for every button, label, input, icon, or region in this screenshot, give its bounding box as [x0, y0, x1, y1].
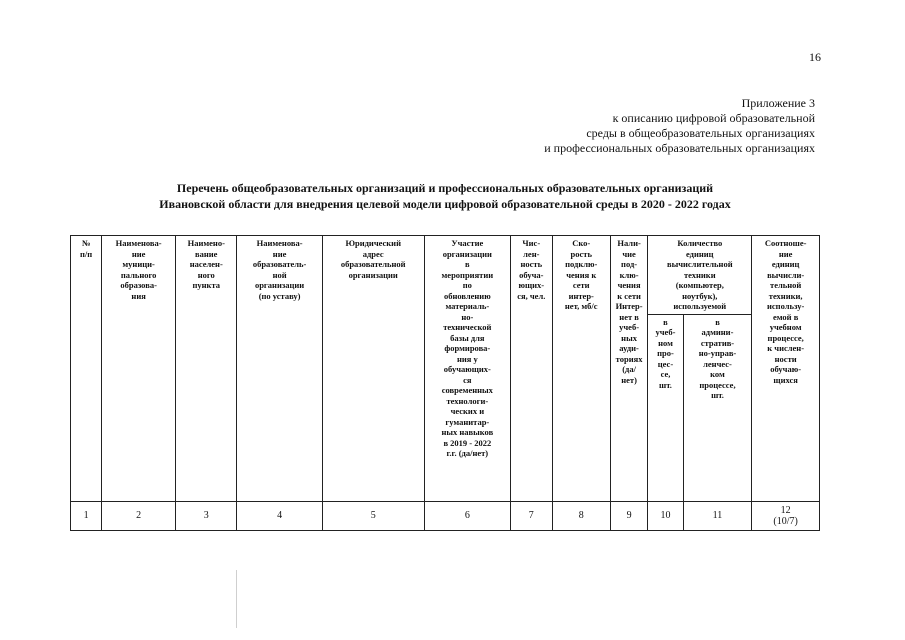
- appendix-header: [544, 96, 815, 156]
- header-cell-internet-access: Нали- чие под- клю- чения к сети Интер- нет в учеб- ных ауди- ториях (да/ нет): [610, 236, 647, 502]
- column-number: 2: [102, 501, 176, 530]
- header-cell-municipality: Наименова- ние муници- пального образова- ния: [102, 236, 176, 502]
- appendix-line: и профессиональных образовательных организациях: [544, 141, 815, 155]
- column-number: 1: [71, 501, 102, 530]
- page-number: 16: [809, 50, 821, 64]
- appendix-line: среды в общеобразовательных организациях: [586, 126, 815, 140]
- appendix-line: Приложение 3: [741, 96, 815, 110]
- header-cell-students-count: Чис- лен- ность обуча- ющих- ся, чел.: [511, 236, 553, 502]
- header-cell-computers-admin: в админи- стратив- но-управ- ленчес- ком процессе, шт.: [683, 314, 752, 501]
- header-cell-organization: Наименова- ние образователь- ной организации (по уставу): [237, 236, 322, 502]
- column-number: 12 (10/7): [752, 501, 820, 530]
- header-cell-participation: Участие организации в мероприятии по обновлению материаль- но- технической базы для формирова- ния у обучающих- ся современных технологи- ческих и гуманитар- ных навыков в 2019 - 2022 г.г. (да/нет): [424, 236, 510, 502]
- header-cell-computers-education: в учеб- ном про- цес- се, шт.: [648, 314, 683, 501]
- header-row: [71, 236, 820, 315]
- column-number: 8: [552, 501, 610, 530]
- column-number: 9: [610, 501, 647, 530]
- header-cell-ratio: Соотноше- ние единиц вычисли- тельной техники, использу- емой в учебном процессе, к числен- ности обучаю- щихся: [752, 236, 820, 502]
- header-cell-legal-address: Юридический адрес образовательной организации: [322, 236, 424, 502]
- title-line: Ивановской области для внедрения целевой модели цифровой образовательной среды в 2020 - 2022 годах: [159, 197, 731, 211]
- header-cell-internet-speed: Ско- рость подклю- чения к сети интер- нет, мб/с: [552, 236, 610, 502]
- organizations-table: [70, 235, 820, 531]
- column-number: 6: [424, 501, 510, 530]
- appendix-line: к описанию цифровой образовательной: [612, 111, 815, 125]
- column-number: 5: [322, 501, 424, 530]
- column-number: 7: [511, 501, 553, 530]
- column-number-row: [71, 501, 820, 530]
- column-number: 10: [648, 501, 683, 530]
- document-title: [70, 180, 820, 212]
- title-line: Перечень общеобразовательных организаций и профессиональных образовательных организаций: [176, 181, 714, 195]
- header-cell-computers-group: Количество единиц вычислительной техники (компьютер, ноутбук), используемой: [648, 236, 752, 315]
- column-number: 11: [683, 501, 752, 530]
- header-cell-num: № п/п: [71, 236, 102, 502]
- column-number: 3: [176, 501, 237, 530]
- header-cell-locality: Наимено- вание населен- ного пункта: [176, 236, 237, 502]
- column-number: 4: [237, 501, 322, 530]
- scan-artifact: [236, 570, 237, 628]
